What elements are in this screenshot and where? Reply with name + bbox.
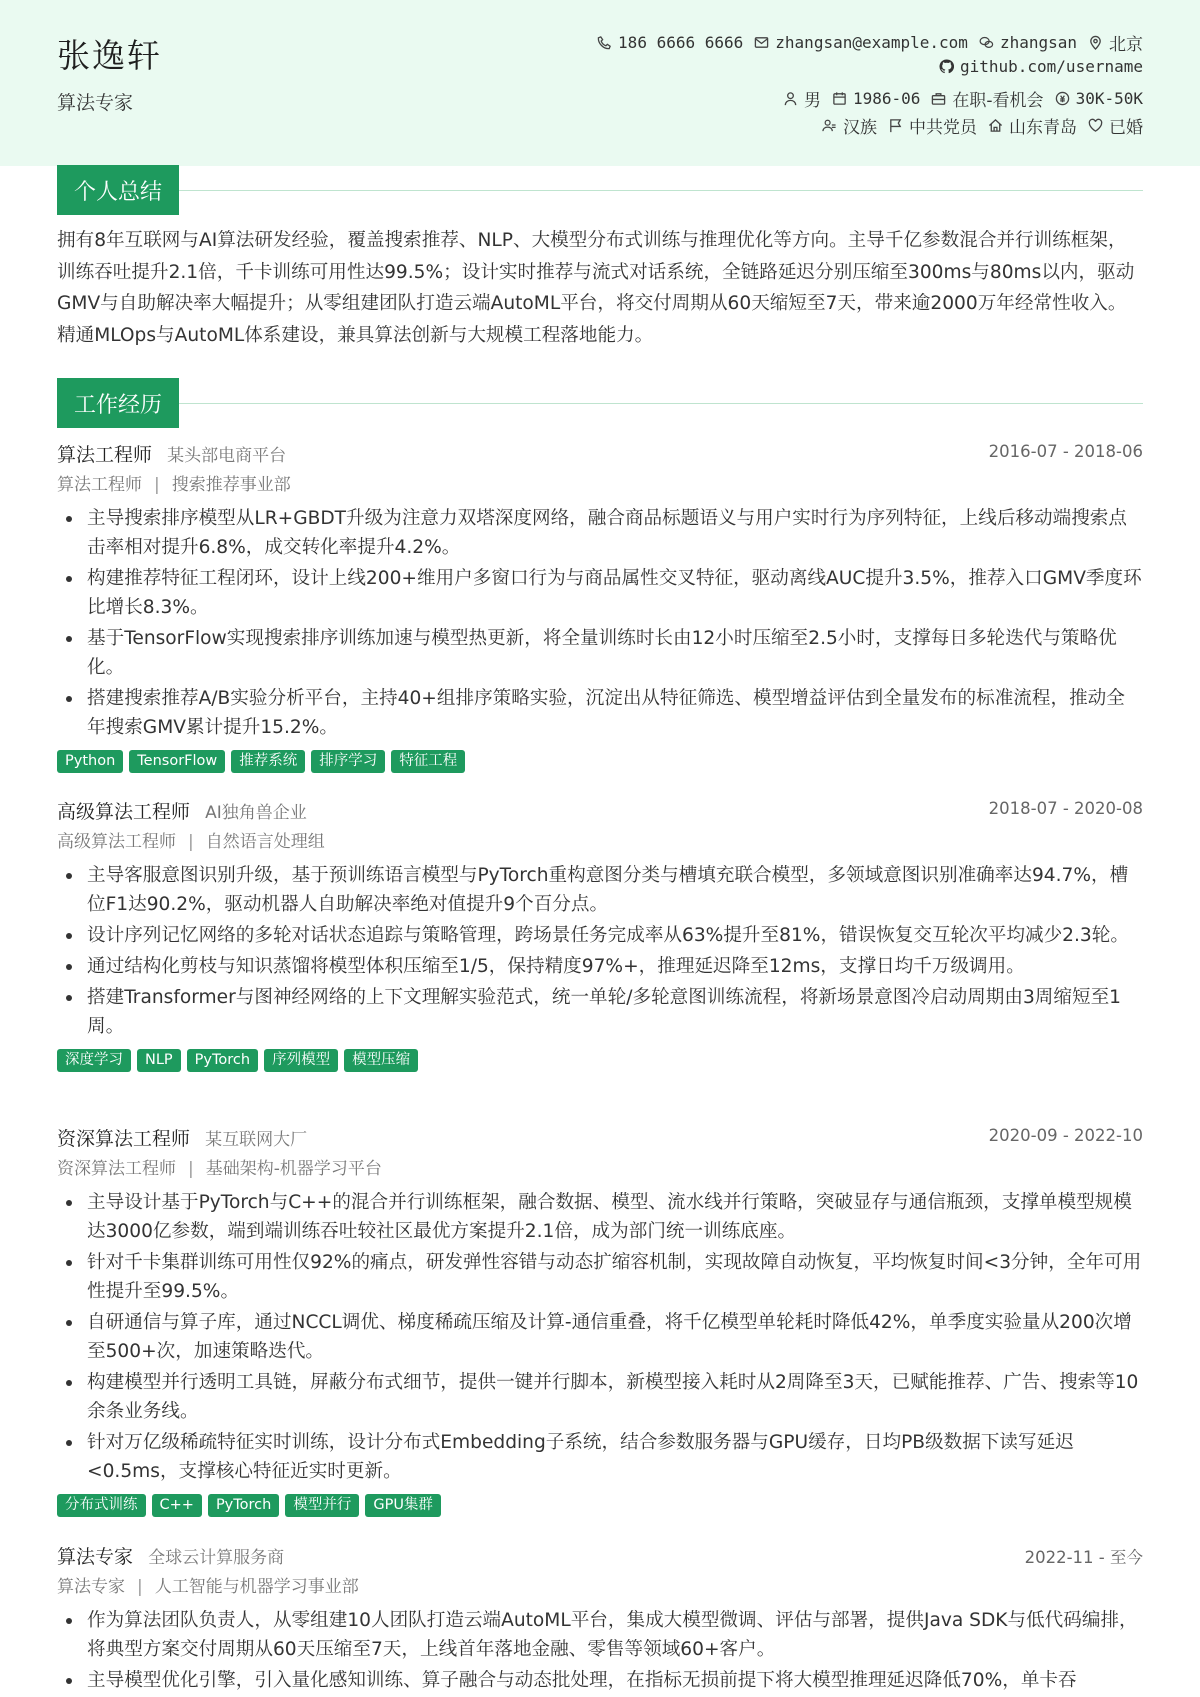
gender-item — [782, 86, 821, 111]
briefcase-icon — [930, 90, 947, 107]
people-icon — [821, 117, 838, 134]
location-text: 北京 — [1109, 35, 1143, 55]
job-entry — [57, 797, 1143, 1072]
marital-text: 已婚 — [1109, 118, 1143, 138]
ethnicity-text: 汉族 — [843, 118, 877, 138]
email-item — [753, 33, 968, 52]
contact-line — [586, 30, 1143, 55]
location-item — [1087, 30, 1143, 55]
skill-tag: C++ — [152, 1494, 202, 1517]
skill-tag: 推荐系统 — [231, 750, 305, 773]
job-title: 资深算法工程师 — [57, 1128, 191, 1150]
job-entry — [57, 1124, 1143, 1517]
github-line — [928, 57, 1143, 76]
gender-text: 男 — [803, 91, 821, 111]
work-section-title: 工作经历 — [57, 378, 179, 428]
person-icon — [782, 90, 799, 107]
job-entry — [57, 1542, 1143, 1697]
job-subtitle: 算法专家 | 人工智能与机器学习事业部 — [57, 1577, 359, 1597]
political-item — [887, 113, 977, 138]
skill-tag: 序列模型 — [264, 1049, 338, 1072]
wechat-icon — [978, 34, 995, 51]
section-divider — [179, 403, 1143, 404]
hometown-item — [987, 113, 1077, 138]
job-role: 资深算法工程师 — [57, 1159, 176, 1179]
summary-text: 拥有8年互联网与AI算法研发经验，覆盖搜索推荐、NLP、大模型分布式训练与推理优化等方向。主导千亿参数混合并行训练框架，训练吞吐提升2.1倍，千卡训练可用性达99.5%；设计实时推荐与流式对话系统，全链路延迟分别压缩至300ms与80ms以内，驱动GMV与自助解决率大幅提升；从零组建团队打造云端AutoML平台，将交付周期从60天缩短至7天，带来逾2000万年经常性收入。精通MLOps与AutoML体系建设，兼具算法创新与大规模工程落地能力。 — [57, 230, 1135, 346]
skill-tag: PyTorch — [208, 1494, 279, 1517]
skill-tag: GPU集群 — [365, 1494, 441, 1517]
skill-tag: 排序学习 — [311, 750, 385, 773]
summary-section-head — [57, 165, 1143, 215]
job-dept: 人工智能与机器学习事业部 — [154, 1577, 359, 1597]
wechat-text[interactable]: zhangsan — [999, 33, 1077, 52]
skill-tag: 特征工程 — [391, 750, 465, 773]
flag-icon — [887, 117, 904, 134]
skill-tag: 模型并行 — [285, 1494, 359, 1517]
summary-section-title: 个人总结 — [57, 165, 179, 215]
job-company: 某头部电商平台 — [167, 446, 287, 466]
github-item — [938, 57, 1143, 76]
job-company: 某互联网大厂 — [205, 1130, 308, 1150]
birth-text: 1986-06 — [852, 89, 921, 108]
job-dept: 基础架构-机器学习平台 — [205, 1159, 382, 1179]
list-item: 主导设计基于PyTorch与C++的混合并行训练框架，融合数据、模型、流水线并行策略，突破显存与通信瓶颈，支撑单模型规模达3000亿参数，端到端训练吞吐较社区最优方案提升2.1倍，成为部门统一训练底座。 — [57, 1188, 1143, 1246]
calendar-icon — [831, 90, 848, 107]
list-item: 作为算法团队负责人，从零组建10人团队打造云端AutoML平台，集成大模型微调、评估与部署，提供Java SDK与低代码编排，将典型方案交付周期从60天压缩至7天，上线首年落地金融、零售等领域60+客户。 — [57, 1606, 1143, 1664]
birth-item — [831, 89, 920, 108]
github-link[interactable]: github.com/username — [959, 57, 1143, 76]
location-pin-icon — [1087, 34, 1104, 51]
status-item — [930, 86, 1043, 111]
job-date: 2016-07 - 2018-06 — [988, 442, 1143, 461]
job-subtitle: 算法工程师 | 搜索推荐事业部 — [57, 475, 291, 495]
job-bullets — [57, 504, 1143, 742]
skill-tags — [57, 1494, 1143, 1517]
job-bullets — [57, 1188, 1143, 1486]
list-item: 构建模型并行透明工具链，屏蔽分布式细节，提供一键并行脚本，新模型接入耗时从2周降至3天，已赋能推荐、广告、搜索等10余条业务线。 — [57, 1368, 1143, 1426]
marital-item — [1087, 113, 1143, 138]
salary-text: 30K-50K — [1075, 89, 1143, 108]
wechat-item — [978, 33, 1077, 52]
job-subtitle: 高级算法工程师 | 自然语言处理组 — [57, 832, 325, 852]
job-role: 算法工程师 — [57, 475, 142, 495]
job-dept: 搜索推荐事业部 — [171, 475, 291, 495]
skill-tag: 分布式训练 — [57, 1494, 146, 1517]
job-entry — [57, 440, 1143, 773]
mail-icon — [753, 34, 770, 51]
skill-tags — [57, 750, 1143, 773]
list-item: 针对万亿级稀疏特征实时训练，设计分布式Embedding子系统，结合参数服务器与GPU缓存，日均PB级数据下读写延迟<0.5ms，支撑核心特征近实时更新。 — [57, 1428, 1143, 1486]
candidate-name: 张逸轩 — [57, 36, 162, 75]
personal-line-1 — [772, 86, 1143, 111]
email-text[interactable]: zhangsan@example.com — [775, 33, 968, 52]
personal-line-2 — [811, 113, 1143, 138]
status-text: 在职-看机会 — [952, 91, 1044, 111]
job-date: 2022-11 - 至今 — [1024, 1548, 1143, 1567]
job-bullets — [57, 861, 1143, 1041]
job-role: 高级算法工程师 — [57, 832, 176, 852]
job-bullets — [57, 1606, 1143, 1695]
skill-tag: 深度学习 — [57, 1049, 131, 1072]
coin-icon — [1054, 90, 1071, 107]
skill-tag: Python — [57, 750, 123, 773]
job-date: 2018-07 - 2020-08 — [988, 799, 1143, 818]
phone-text[interactable]: 186 6666 6666 — [618, 33, 744, 52]
list-item: 主导模型优化引擎，引入量化感知训练、算子融合与动态批处理，在指标无损前提下将大模型推理延迟降低70%，单卡吞 — [57, 1666, 1143, 1695]
list-item: 主导搜索排序模型从LR+GBDT升级为注意力双塔深度网络，融合商品标题语义与用户实时行为序列特征，上线后移动端搜索点击率相对提升6.8%，成交转化率提升4.2%。 — [57, 504, 1143, 562]
job-title: 算法工程师 — [57, 444, 153, 466]
resume-header — [0, 0, 1200, 166]
phone-icon — [596, 34, 613, 51]
salary-item — [1054, 89, 1143, 108]
job-company: AI独角兽企业 — [205, 803, 307, 823]
job-title: 算法专家 — [57, 1546, 134, 1568]
github-icon — [938, 58, 955, 75]
job-company: 全球云计算服务商 — [148, 1548, 285, 1568]
political-text: 中共党员 — [909, 118, 977, 138]
skill-tag: PyTorch — [187, 1049, 258, 1072]
list-item: 设计序列记忆网络的多轮对话状态追踪与策略管理，跨场景任务完成率从63%提升至81%，错误恢复交互轮次平均减少2.3轮。 — [57, 921, 1143, 950]
list-item: 针对千卡集群训练可用性仅92%的痛点，研发弹性容错与动态扩缩容机制，实现故障自动恢复，平均恢复时间<3分钟，全年可用性提升至99.5%。 — [57, 1248, 1143, 1306]
phone-item — [596, 33, 743, 52]
list-item: 基于TensorFlow实现搜索排序训练加速与模型热更新，将全量训练时长由12小时压缩至2.5小时，支撑每日多轮迭代与策略优化。 — [57, 624, 1143, 682]
section-divider — [179, 190, 1143, 191]
skill-tags — [57, 1049, 1143, 1072]
list-item: 主导客服意图识别升级，基于预训练语言模型与PyTorch重构意图分类与槽填充联合模型，多领域意图识别准确率达94.7%，槽位F1达90.2%，驱动机器人自助解决率绝对值提升9个百分点。 — [57, 861, 1143, 919]
job-title: 高级算法工程师 — [57, 801, 191, 823]
candidate-title: 算法专家 — [57, 92, 134, 114]
skill-tag: 模型压缩 — [344, 1049, 418, 1072]
list-item: 自研通信与算子库，通过NCCL调优、梯度稀疏压缩及计算-通信重叠，将千亿模型单轮耗时降低42%，单季度实验量从200次增至500+次，加速策略迭代。 — [57, 1308, 1143, 1366]
list-item: 构建推荐特征工程闭环，设计上线200+维用户多窗口行为与商品属性交叉特征，驱动离线AUC提升3.5%，推荐入口GMV季度环比增长8.3%。 — [57, 564, 1143, 622]
job-role: 算法专家 — [57, 1577, 125, 1597]
job-dept: 自然语言处理组 — [205, 832, 325, 852]
ethnicity-item — [821, 113, 877, 138]
hometown-text: 山东青岛 — [1009, 118, 1077, 138]
job-subtitle: 资深算法工程师 | 基础架构-机器学习平台 — [57, 1159, 382, 1179]
list-item: 通过结构化剪枝与知识蒸馏将模型体积压缩至1/5，保持精度97%+，推理延迟降至12ms，支撑日均千万级调用。 — [57, 952, 1143, 981]
skill-tag: TensorFlow — [129, 750, 225, 773]
list-item: 搭建Transformer与图神经网络的上下文理解实验范式，统一单轮/多轮意图训练流程，将新场景意图冷启动周期由3周缩短至1周。 — [57, 983, 1143, 1041]
heart-icon — [1087, 117, 1104, 134]
job-date: 2020-09 - 2022-10 — [988, 1126, 1143, 1145]
work-section-head — [57, 378, 1143, 428]
list-item: 搭建搜索推荐A/B实验分析平台，主持40+组排序策略实验，沉淀出从特征筛选、模型增益评估到全量发布的标准流程，推动全年搜索GMV累计提升15.2%。 — [57, 684, 1143, 742]
skill-tag: NLP — [137, 1049, 181, 1072]
home-icon — [987, 117, 1004, 134]
